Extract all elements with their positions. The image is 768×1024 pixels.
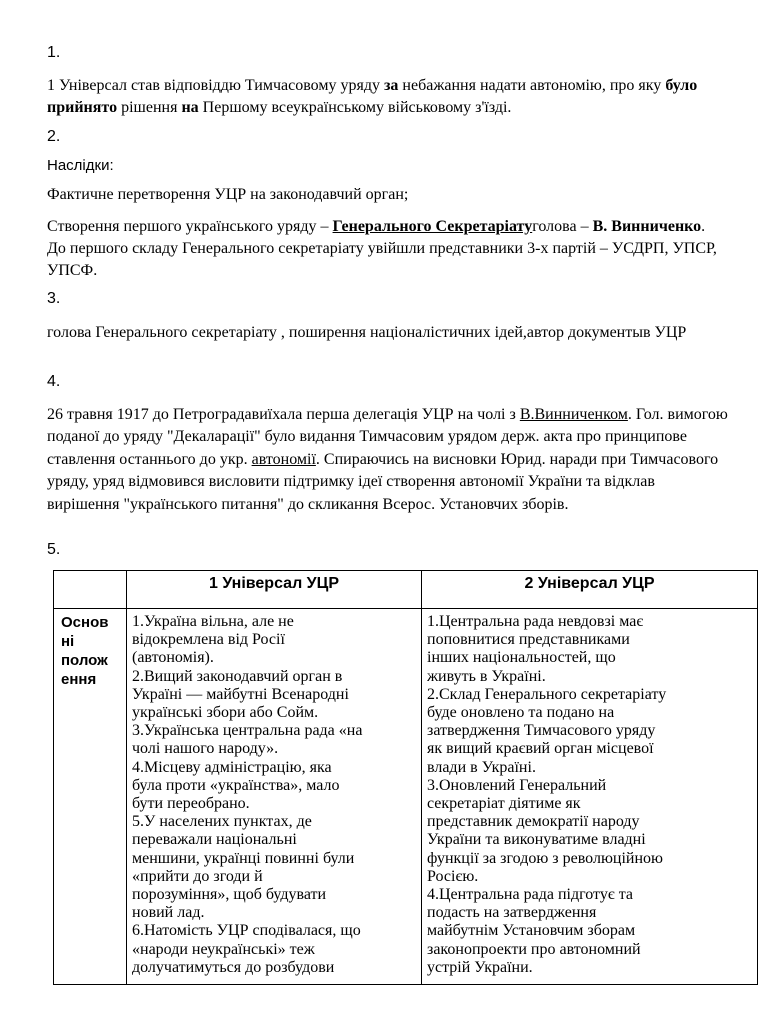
section-4-number: 4.: [47, 373, 61, 390]
link-avtonomii[interactable]: автономії: [251, 450, 316, 468]
universal-1-provisions: 1.Україна вільна, але не відокремлена від Росії (автономія). 2.Вищий законодавчий орган в Україні — майбутні Всенародні українські збори або Сойм. 3.Українська центральна рада «на чолі нашого народу». 4.Місцеву адміністрацію, яка була проти «українства», мало бути переобрано. 5.У населених пунктах, де переважали національні меншини, українці повинні були «прийти до згоди й порозуміння», щоб будувати новий лад. 6.Натомість УЦР сподівалася, що «народи неукраїнські» теж долучатимуться до розбудови: [127, 609, 422, 985]
section-2-number: 2.: [47, 128, 61, 145]
table-header-empty: [54, 571, 127, 609]
section-2-paragraph-2: Створення першого українського уряду – Генерального Секретаріатуголова – В. Винниченко. До першого складу Генерального секретаріату увійшли представники 3-х партій – УСДРП, УПСР, УПСФ.: [47, 218, 717, 279]
table-header-row: [54, 571, 758, 609]
comparison-table: [53, 570, 758, 985]
section-1-number: 1.: [47, 44, 61, 61]
table-header-universal-1: 1 Універсал УЦР: [127, 571, 422, 609]
section-3-paragraph: голова Генерального секретаріату , поширення націоналістичних ідей,автор документыв УЦР: [47, 324, 687, 341]
universal-2-provisions: 1.Центральна рада невдовзі має поповнитися представниками інших національностей, що живуть в Україні. 2.Склад Генерального секретаріату буде оновлено та подано на затвердження Тимчасового уряду як вищий краєвий орган місцевої влади в Україні. 3.Оновлений Генеральний секретаріат діятиме як представник демократії народу України та виконуватиме владні функції за згодою з революційною Росією. 4.Центральна рада підготує та подасть на затвердження майбутнім Установчим зборам законопроекти про автономний устрій України.: [422, 609, 758, 985]
section-2-label: Наслідки:: [47, 157, 114, 174]
section-3-number: 3.: [47, 290, 61, 307]
section-1-paragraph: 1 Універсал став відповіддю Тимчасовому уряду за небажання надати автономію, про яку було прийнято рішення на Першому всеукраїнському військовому з'їзді.: [47, 77, 698, 116]
table-row: [54, 609, 758, 985]
row-label-main-provisions: Основ ні полож ення: [54, 609, 127, 985]
table-header-universal-2: 2 Універсал УЦР: [422, 571, 758, 609]
section-4-paragraph: 26 травня 1917 до Петроградавиїхала перша делегація УЦР на чолі з В.Винниченком. Гол. вимогою поданої до уряду "Декаларації" було видання Тимчасовим урядом держ. акта про принципове ставлення останнього до укр. автономії. Спираючись на висновки Юрид. наради при Тимчасового уряду, уряд відмовився висловити підтримку ідеї створення автономії України та відклав вирішення "українського питання" до скликання Всерос. Установчих зборів.: [47, 406, 728, 513]
section-5-number: 5.: [47, 541, 61, 558]
link-vynnychenko[interactable]: В.Винниченком: [519, 406, 628, 423]
section-2-paragraph-1: Фактичне перетворення УЦР на законодавчий орган;: [47, 186, 409, 203]
